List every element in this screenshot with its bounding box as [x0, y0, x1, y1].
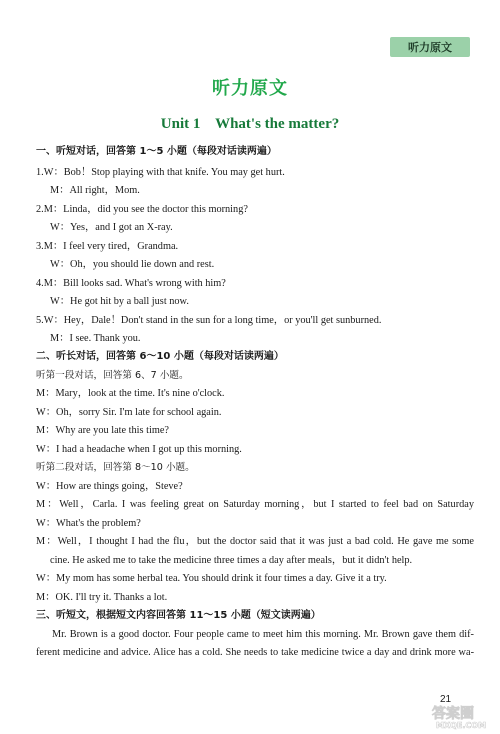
- dialogue-line: M：All right，Mom.: [50, 185, 140, 196]
- dialogue-line: M：OK. I'll try it. Thanks a lot.: [36, 592, 168, 603]
- watermark-logo: [430, 702, 496, 730]
- dialogue-line: 2.M：Linda，did you see the doctor this morning?: [36, 204, 248, 215]
- dialogue-line: W：Oh，you should lie down and rest.: [50, 259, 215, 270]
- dialogue-line: W：I had a headache when I got up this morning.: [36, 444, 242, 455]
- page-number: 21: [440, 694, 452, 705]
- dialogue-line: 5.W：Hey，Dale！Don't stand in the sun for a long time，or you'll get sunburned.: [36, 315, 382, 326]
- section-tab: 听力原文: [390, 37, 470, 57]
- dialogue-instruction: 听第一段对话，回答第 6、7 小题。: [36, 370, 189, 381]
- dialogue-line: M：Mary，look at the time. It's nine o'clock.: [36, 388, 225, 399]
- passage-line: ferent medicine and advice. Alice has a cold. She needs to take medicine twice a day and drink more wa-: [36, 647, 474, 658]
- svg-text:MXQE.COM: MXQE.COM: [436, 721, 487, 730]
- section-heading-3: 三、听短文，根据短文内容回答第 11～15 小题（短文读两遍）: [36, 610, 321, 621]
- dialogue-line: M：I see. Thank you.: [50, 333, 141, 344]
- dialogue-line: W：What's the problem?: [36, 518, 141, 529]
- dialogue-line: W：He got hit by a ball just now.: [50, 296, 189, 307]
- dialogue-line: 1.W：Bob！Stop playing with that knife. You may get hurt.: [36, 167, 285, 178]
- dialogue-line: W：Oh，sorry Sir. I'm late for school again.: [36, 407, 222, 418]
- section-heading-2: 二、听长对话，回答第 6～10 小题（每段对话读两遍）: [36, 351, 284, 362]
- passage-line: Mr. Brown is a good doctor. Four people came to meet him this morning. Mr. Brown gave them dif-: [52, 629, 474, 640]
- dialogue-line: M：Why are you late this time?: [36, 425, 169, 436]
- dialogue-line: M：Well，I thought I had the flu，but the doctor said that it was just a bad cold. He gave me some: [36, 536, 474, 547]
- svg-text:答案圈: 答案圈: [432, 706, 474, 722]
- dialogue-line: M：Well，Carla. I was feeling great on Saturday morning，but I started to feel bad on Saturday: [36, 499, 474, 510]
- unit-title: Unit 1 What's the matter?: [160, 116, 340, 132]
- section-heading-1: 一、听短对话，回答第 1～5 小题（每段对话读两遍）: [36, 146, 277, 157]
- dialogue-line: W：Yes，and I got an X-ray.: [50, 222, 173, 233]
- dialogue-line: 3.M：I feel very tired，Grandma.: [36, 241, 179, 252]
- dialogue-line: W：How are things going，Steve?: [36, 481, 183, 492]
- dialogue-line: cine. He asked me to take the medicine three times a day after meals，but it didn't help.: [50, 555, 413, 566]
- dialogue-line: 4.M：Bill looks sad. What's wrong with him?: [36, 278, 226, 289]
- page-title: 听力原文: [212, 78, 288, 99]
- dialogue-line: W：My mom has some herbal tea. You should drink it four times a day. Give it a try.: [36, 573, 387, 584]
- dialogue-instruction: 听第二段对话，回答第 8～10 小题。: [36, 462, 195, 473]
